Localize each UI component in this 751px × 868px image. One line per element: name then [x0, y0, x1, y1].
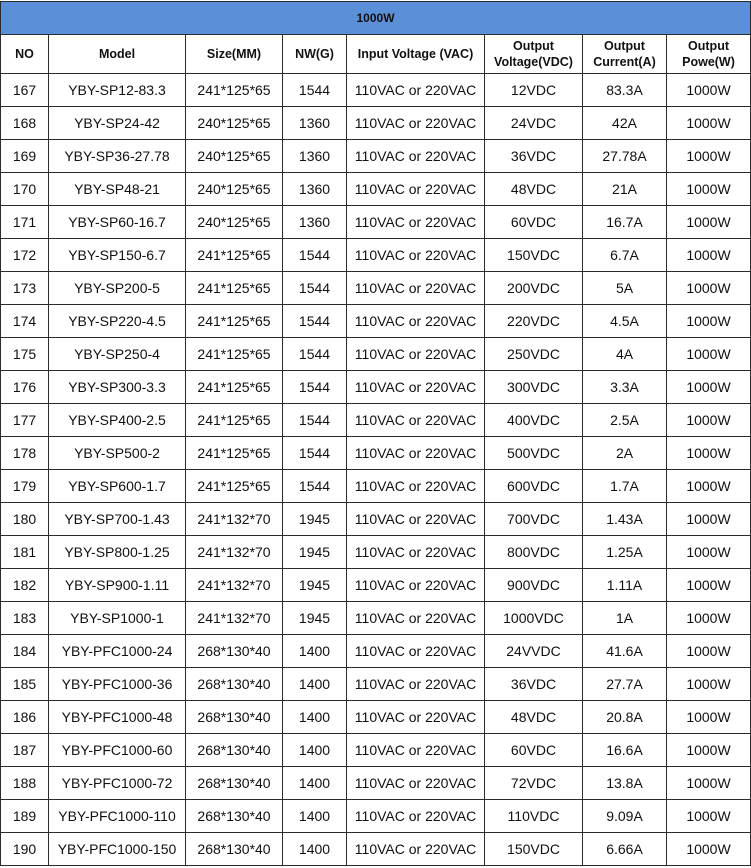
cell-size: 241*125*65	[186, 437, 283, 470]
cell-no: 179	[1, 470, 49, 503]
cell-output-power: 1000W	[667, 833, 751, 866]
table-row	[1, 602, 751, 635]
cell-output-voltage: 48VDC	[485, 173, 583, 206]
cell-output-power: 1000W	[667, 173, 751, 206]
cell-output-voltage: 48VDC	[485, 701, 583, 734]
cell-size: 241*132*70	[186, 602, 283, 635]
table-row	[1, 107, 751, 140]
cell-input-voltage: 110VAC or 220VAC	[347, 206, 485, 239]
table-row	[1, 173, 751, 206]
cell-size: 268*130*40	[186, 734, 283, 767]
cell-no: 189	[1, 800, 49, 833]
cell-model: YBY-PFC1000-36	[49, 668, 186, 701]
cell-input-voltage: 110VAC or 220VAC	[347, 74, 485, 107]
header-model: Model	[49, 35, 186, 74]
cell-output-power: 1000W	[667, 206, 751, 239]
cell-nw: 1400	[283, 734, 347, 767]
cell-output-voltage: 700VDC	[485, 503, 583, 536]
cell-output-voltage: 200VDC	[485, 272, 583, 305]
cell-no: 172	[1, 239, 49, 272]
cell-input-voltage: 110VAC or 220VAC	[347, 569, 485, 602]
table-header-row	[1, 35, 751, 74]
cell-model: YBY-SP600-1.7	[49, 470, 186, 503]
cell-output-voltage: 600VDC	[485, 470, 583, 503]
cell-size: 241*125*65	[186, 239, 283, 272]
header-output-voltage: Output Voltage(VDC)	[485, 35, 583, 74]
cell-nw: 1945	[283, 602, 347, 635]
cell-no: 173	[1, 272, 49, 305]
cell-output-power: 1000W	[667, 668, 751, 701]
cell-model: YBY-SP500-2	[49, 437, 186, 470]
cell-size: 268*130*40	[186, 635, 283, 668]
table-row	[1, 404, 751, 437]
cell-input-voltage: 110VAC or 220VAC	[347, 833, 485, 866]
cell-size: 241*132*70	[186, 503, 283, 536]
cell-nw: 1400	[283, 635, 347, 668]
cell-size: 268*130*40	[186, 800, 283, 833]
cell-nw: 1544	[283, 404, 347, 437]
cell-size: 240*125*65	[186, 206, 283, 239]
cell-output-voltage: 24VDC	[485, 107, 583, 140]
cell-model: YBY-SP36-27.78	[49, 140, 186, 173]
cell-model: YBY-PFC1000-110	[49, 800, 186, 833]
cell-output-current: 1.43A	[583, 503, 667, 536]
table-row	[1, 536, 751, 569]
cell-no: 175	[1, 338, 49, 371]
cell-input-voltage: 110VAC or 220VAC	[347, 140, 485, 173]
cell-size: 268*130*40	[186, 767, 283, 800]
cell-output-power: 1000W	[667, 140, 751, 173]
cell-input-voltage: 110VAC or 220VAC	[347, 701, 485, 734]
cell-output-current: 27.78A	[583, 140, 667, 173]
cell-output-power: 1000W	[667, 74, 751, 107]
cell-output-voltage: 1000VDC	[485, 602, 583, 635]
cell-output-voltage: 72VDC	[485, 767, 583, 800]
cell-output-power: 1000W	[667, 272, 751, 305]
cell-output-power: 1000W	[667, 569, 751, 602]
cell-model: YBY-SP900-1.11	[49, 569, 186, 602]
cell-size: 241*125*65	[186, 470, 283, 503]
cell-output-voltage: 400VDC	[485, 404, 583, 437]
cell-output-current: 3.3A	[583, 371, 667, 404]
cell-output-voltage: 300VDC	[485, 371, 583, 404]
table-row	[1, 74, 751, 107]
cell-no: 167	[1, 74, 49, 107]
cell-model: YBY-PFC1000-48	[49, 701, 186, 734]
cell-nw: 1945	[283, 503, 347, 536]
cell-size: 268*130*40	[186, 701, 283, 734]
table-row	[1, 800, 751, 833]
table-row	[1, 437, 751, 470]
cell-output-current: 1.25A	[583, 536, 667, 569]
cell-output-current: 13.8A	[583, 767, 667, 800]
cell-output-voltage: 24VVDC	[485, 635, 583, 668]
cell-output-current: 2.5A	[583, 404, 667, 437]
cell-output-power: 1000W	[667, 371, 751, 404]
cell-output-current: 6.66A	[583, 833, 667, 866]
cell-input-voltage: 110VAC or 220VAC	[347, 239, 485, 272]
cell-nw: 1544	[283, 239, 347, 272]
cell-output-voltage: 60VDC	[485, 206, 583, 239]
cell-output-power: 1000W	[667, 404, 751, 437]
cell-model: YBY-PFC1000-24	[49, 635, 186, 668]
cell-output-power: 1000W	[667, 338, 751, 371]
cell-model: YBY-SP200-5	[49, 272, 186, 305]
cell-output-current: 1A	[583, 602, 667, 635]
table-row	[1, 503, 751, 536]
cell-output-voltage: 60VDC	[485, 734, 583, 767]
cell-output-voltage: 12VDC	[485, 74, 583, 107]
cell-no: 183	[1, 602, 49, 635]
header-nw: NW(G)	[283, 35, 347, 74]
cell-input-voltage: 110VAC or 220VAC	[347, 107, 485, 140]
cell-model: YBY-SP12-83.3	[49, 74, 186, 107]
cell-output-voltage: 150VDC	[485, 833, 583, 866]
cell-nw: 1544	[283, 74, 347, 107]
cell-model: YBY-SP220-4.5	[49, 305, 186, 338]
cell-model: YBY-PFC1000-72	[49, 767, 186, 800]
header-input-voltage: Input Voltage (VAC)	[347, 35, 485, 74]
table-row	[1, 305, 751, 338]
table-row	[1, 767, 751, 800]
cell-size: 241*125*65	[186, 371, 283, 404]
table-row	[1, 668, 751, 701]
cell-input-voltage: 110VAC or 220VAC	[347, 272, 485, 305]
spec-table	[0, 1, 751, 866]
cell-output-current: 6.7A	[583, 239, 667, 272]
header-output-power: Output Powe(W)	[667, 35, 751, 74]
cell-output-power: 1000W	[667, 536, 751, 569]
cell-output-current: 83.3A	[583, 74, 667, 107]
cell-no: 181	[1, 536, 49, 569]
cell-output-power: 1000W	[667, 239, 751, 272]
cell-output-current: 16.7A	[583, 206, 667, 239]
cell-input-voltage: 110VAC or 220VAC	[347, 305, 485, 338]
table-row	[1, 701, 751, 734]
cell-output-power: 1000W	[667, 107, 751, 140]
cell-size: 241*132*70	[186, 569, 283, 602]
table-row	[1, 239, 751, 272]
cell-output-power: 1000W	[667, 305, 751, 338]
cell-nw: 1544	[283, 470, 347, 503]
table-title: 1000W	[1, 2, 751, 35]
cell-model: YBY-SP60-16.7	[49, 206, 186, 239]
cell-model: YBY-PFC1000-150	[49, 833, 186, 866]
cell-nw: 1544	[283, 272, 347, 305]
table-row	[1, 635, 751, 668]
cell-output-current: 9.09A	[583, 800, 667, 833]
cell-output-power: 1000W	[667, 800, 751, 833]
cell-nw: 1360	[283, 206, 347, 239]
cell-output-current: 21A	[583, 173, 667, 206]
cell-output-power: 1000W	[667, 635, 751, 668]
cell-size: 241*125*65	[186, 74, 283, 107]
cell-output-current: 2A	[583, 437, 667, 470]
cell-input-voltage: 110VAC or 220VAC	[347, 371, 485, 404]
cell-nw: 1400	[283, 668, 347, 701]
cell-output-power: 1000W	[667, 470, 751, 503]
cell-no: 168	[1, 107, 49, 140]
cell-output-voltage: 500VDC	[485, 437, 583, 470]
cell-output-power: 1000W	[667, 701, 751, 734]
cell-no: 188	[1, 767, 49, 800]
cell-input-voltage: 110VAC or 220VAC	[347, 602, 485, 635]
cell-output-current: 1.7A	[583, 470, 667, 503]
table-row	[1, 569, 751, 602]
cell-size: 241*125*65	[186, 305, 283, 338]
cell-nw: 1360	[283, 140, 347, 173]
cell-no: 174	[1, 305, 49, 338]
cell-output-current: 41.6A	[583, 635, 667, 668]
cell-model: YBY-SP300-3.3	[49, 371, 186, 404]
cell-no: 187	[1, 734, 49, 767]
table-title-row	[1, 2, 751, 35]
cell-output-current: 5A	[583, 272, 667, 305]
cell-output-current: 27.7A	[583, 668, 667, 701]
cell-size: 240*125*65	[186, 107, 283, 140]
header-size: Size(MM)	[186, 35, 283, 74]
cell-output-voltage: 800VDC	[485, 536, 583, 569]
cell-input-voltage: 110VAC or 220VAC	[347, 800, 485, 833]
cell-input-voltage: 110VAC or 220VAC	[347, 437, 485, 470]
cell-output-power: 1000W	[667, 767, 751, 800]
cell-input-voltage: 110VAC or 220VAC	[347, 635, 485, 668]
cell-model: YBY-PFC1000-60	[49, 734, 186, 767]
cell-nw: 1544	[283, 371, 347, 404]
cell-output-current: 4.5A	[583, 305, 667, 338]
cell-no: 176	[1, 371, 49, 404]
cell-model: YBY-SP24-42	[49, 107, 186, 140]
cell-size: 268*130*40	[186, 668, 283, 701]
cell-no: 186	[1, 701, 49, 734]
table-row	[1, 833, 751, 866]
cell-input-voltage: 110VAC or 220VAC	[347, 173, 485, 206]
cell-no: 180	[1, 503, 49, 536]
cell-nw: 1945	[283, 569, 347, 602]
cell-size: 241*125*65	[186, 338, 283, 371]
cell-input-voltage: 110VAC or 220VAC	[347, 404, 485, 437]
cell-nw: 1400	[283, 833, 347, 866]
cell-input-voltage: 110VAC or 220VAC	[347, 470, 485, 503]
cell-output-voltage: 36VDC	[485, 668, 583, 701]
cell-size: 241*125*65	[186, 272, 283, 305]
header-output-current: Output Current(A)	[583, 35, 667, 74]
table-row	[1, 371, 751, 404]
cell-no: 170	[1, 173, 49, 206]
table-row	[1, 272, 751, 305]
cell-size: 240*125*65	[186, 140, 283, 173]
table-row	[1, 206, 751, 239]
cell-no: 184	[1, 635, 49, 668]
cell-nw: 1360	[283, 107, 347, 140]
cell-output-voltage: 110VDC	[485, 800, 583, 833]
cell-no: 178	[1, 437, 49, 470]
cell-output-power: 1000W	[667, 734, 751, 767]
cell-no: 185	[1, 668, 49, 701]
cell-size: 240*125*65	[186, 173, 283, 206]
cell-no: 177	[1, 404, 49, 437]
cell-output-voltage: 250VDC	[485, 338, 583, 371]
cell-output-voltage: 900VDC	[485, 569, 583, 602]
cell-size: 241*132*70	[186, 536, 283, 569]
cell-output-current: 16.6A	[583, 734, 667, 767]
cell-no: 182	[1, 569, 49, 602]
table-row	[1, 734, 751, 767]
cell-nw: 1400	[283, 767, 347, 800]
cell-nw: 1400	[283, 800, 347, 833]
table-row	[1, 140, 751, 173]
cell-no: 190	[1, 833, 49, 866]
cell-size: 268*130*40	[186, 833, 283, 866]
cell-output-voltage: 36VDC	[485, 140, 583, 173]
cell-input-voltage: 110VAC or 220VAC	[347, 338, 485, 371]
cell-output-current: 20.8A	[583, 701, 667, 734]
cell-output-current: 1.11A	[583, 569, 667, 602]
header-no: NO	[1, 35, 49, 74]
cell-model: YBY-SP150-6.7	[49, 239, 186, 272]
cell-model: YBY-SP1000-1	[49, 602, 186, 635]
cell-model: YBY-SP250-4	[49, 338, 186, 371]
cell-output-voltage: 220VDC	[485, 305, 583, 338]
cell-input-voltage: 110VAC or 220VAC	[347, 536, 485, 569]
cell-input-voltage: 110VAC or 220VAC	[347, 668, 485, 701]
cell-nw: 1544	[283, 338, 347, 371]
cell-nw: 1400	[283, 701, 347, 734]
cell-model: YBY-SP48-21	[49, 173, 186, 206]
cell-output-voltage: 150VDC	[485, 239, 583, 272]
cell-input-voltage: 110VAC or 220VAC	[347, 734, 485, 767]
cell-output-power: 1000W	[667, 602, 751, 635]
cell-size: 241*125*65	[186, 404, 283, 437]
cell-model: YBY-SP400-2.5	[49, 404, 186, 437]
table-row	[1, 470, 751, 503]
cell-output-current: 42A	[583, 107, 667, 140]
cell-output-power: 1000W	[667, 503, 751, 536]
cell-output-power: 1000W	[667, 437, 751, 470]
cell-nw: 1945	[283, 536, 347, 569]
cell-nw: 1544	[283, 305, 347, 338]
cell-no: 171	[1, 206, 49, 239]
table-body	[1, 74, 751, 866]
cell-input-voltage: 110VAC or 220VAC	[347, 503, 485, 536]
cell-input-voltage: 110VAC or 220VAC	[347, 767, 485, 800]
cell-nw: 1360	[283, 173, 347, 206]
cell-model: YBY-SP800-1.25	[49, 536, 186, 569]
cell-output-current: 4A	[583, 338, 667, 371]
cell-no: 169	[1, 140, 49, 173]
cell-model: YBY-SP700-1.43	[49, 503, 186, 536]
table-row	[1, 338, 751, 371]
cell-nw: 1544	[283, 437, 347, 470]
